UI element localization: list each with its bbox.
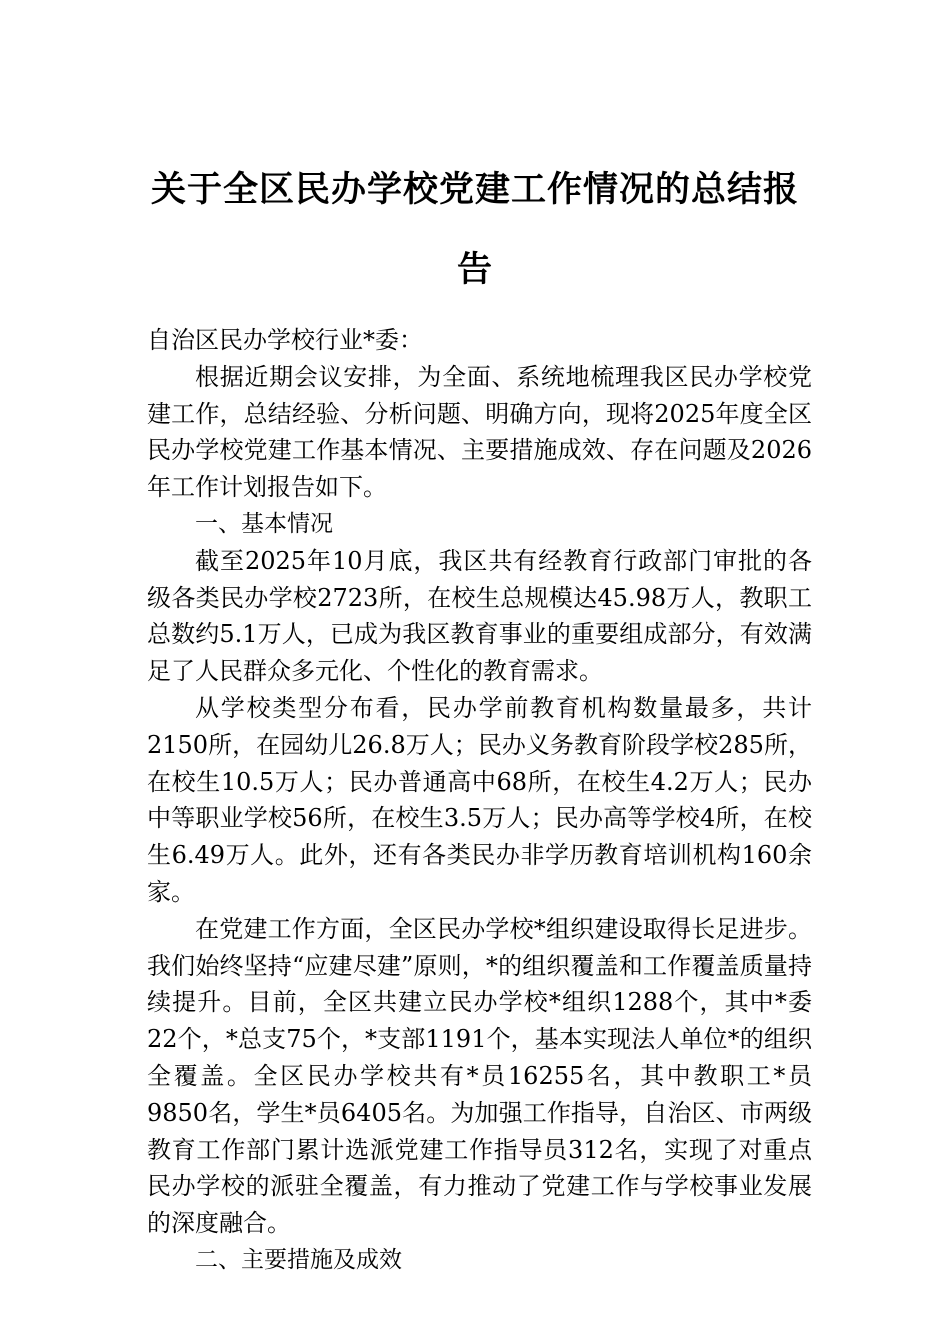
paragraph-school-types: 从学校类型分布看，民办学前教育机构数量最多，共计2150所，在园幼儿26.8万人；民办义务教育阶段学校285所，在校生10.5万人；民办普通高中68所，在校生4.2万人；民办中等职业学校56所，在校生3.5万人；民办高等学校4所，在校生6.49万人。此外，还有各类民办非学历教育培训机构160余家。 — [147, 693, 812, 906]
section-heading-measures: 二、主要措施及成效 — [195, 1246, 402, 1273]
section-heading-basic-situation: 一、基本情况 — [195, 510, 333, 537]
intro-paragraph: 根据近期会议安排，为全面、系统地梳理我区民办学校党建工作，总结经验、分析问题、明确方向，现将2025年度全区民办学校党建工作基本情况、主要措施成效、存在问题及2026年工作计划报告如下。 — [147, 362, 812, 502]
title-line-1: 关于全区民办学校党建工作情况的总结报 — [150, 169, 799, 210]
document-title — [120, 150, 830, 310]
salutation: 自治区民办学校行业*委： — [147, 326, 423, 354]
document-body — [147, 322, 812, 1279]
paragraph-party-building: 在党建工作方面，全区民办学校*组织建设取得长足进步。我们始终坚持“应建尽建”原则，*的组织覆盖和工作覆盖质量持续提升。目前，全区共建立民办学校*组织1288个，其中*委22个，*总支75个，*支部1191个，基本实现法人单位*的组织全覆盖。全区民办学校共有*员16255名，其中教职工*员9850名，学生*员6405名。为加强工作指导，自治区、市两级教育工作部门累计选派党建工作指导员312名，实现了对重点民办学校的派驻全覆盖，有力推动了党建工作与学校事业发展的深度融合。 — [147, 914, 812, 1238]
title-line-2: 告 — [456, 249, 493, 290]
paragraph-school-overview: 截至2025年10月底，我区共有经教育行政部门审批的各级各类民办学校2723所，在校生总规模达45.98万人，教职工总数约5.1万人，已成为我区教育事业的重要组成部分，有效满足了人民群众多元化、个性化的教育需求。 — [147, 546, 812, 686]
